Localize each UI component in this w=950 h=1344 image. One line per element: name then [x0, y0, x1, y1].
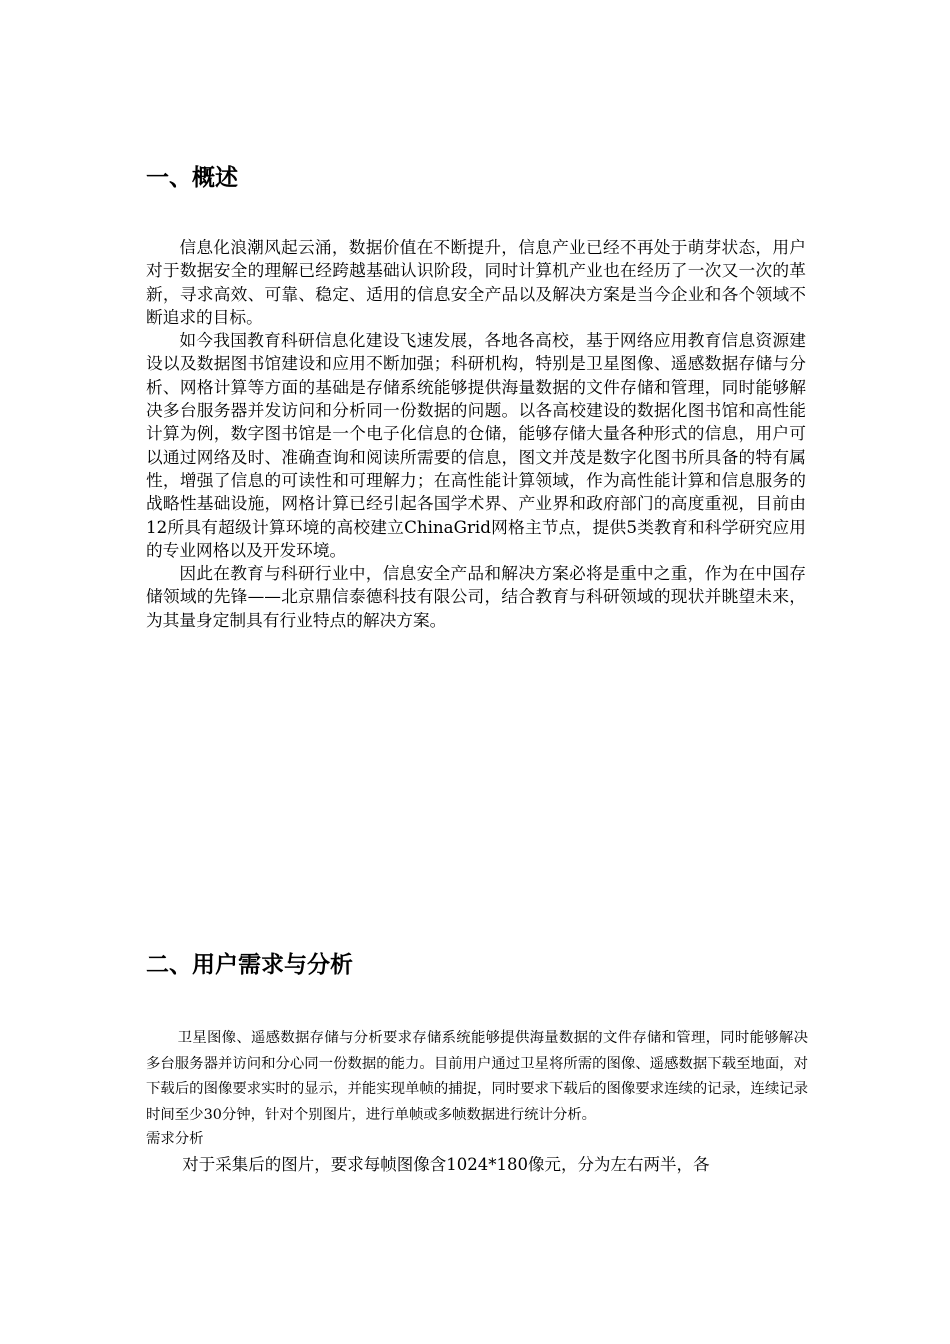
- requirements-body: [146, 1026, 808, 1180]
- requirements-paragraph-2: 对于采集后的图片，要求每帧图像含1024*180像元，分为左右两半，各: [182, 1155, 710, 1175]
- requirements-paragraph-1: 卫星图像、遥感数据存储与分析要求存储系统能够提供海量数据的文件存储和管理，同时能够解决多台服务器并访问和分心同一份数据的能力。目前用户通过卫星将所需的图像、遥感数据下载至地面，对下载后的图像要求实时的显示，并能实现单帧的捕捉，同时要求下载后的图像要求连续的记录，连续记录时间至少30分钟，针对个别图片，进行单帧或多帧数据进行统计分析。: [146, 1030, 808, 1123]
- section-heading-requirements: 二、用户需求与分析: [146, 952, 353, 978]
- section-heading-overview: 一、概述: [146, 165, 238, 191]
- overview-paragraph-2: 如今我国教育科研信息化建设飞速发展，各地各高校，基于网络应用教育信息资源建设以及数据图书馆建设和应用不断加强；科研机构，特别是卫星图像、遥感数据存储与分析、网格计算等方面的基础是存储系统能够提供海量数据的文件存储和管理，同时能够解决多台服务器并发访问和分析同一份数据的问题。以各高校建设的数据化图书馆和高性能计算为例，数字图书馆是一个电子化信息的仓储，能够存储大量各种形式的信息，用户可以通过网络及时、准确查询和阅读所需要的信息，图文并茂是数字化图书所具备的特有属性，增强了信息的可读性和可理解力；在高性能计算领域，作为高性能计算和信息服务的战略性基础设施，网格计算已经引起各国学术界、产业界和政府部门的高度重视，目前由12所具有超级计算环境的高校建立ChinaGrid网格主节点，提供5类教育和科学研究应用的专业网格以及开发环境。: [146, 330, 806, 560]
- overview-paragraph-3: 因此在教育与科研行业中，信息安全产品和解决方案必将是重中之重，作为在中国存储领域的先锋——北京鼎信泰德科技有限公司，结合教育与科研领域的现状并眺望未来，为其量身定制具有行业特点的解决方案。: [146, 563, 806, 630]
- overview-body: [146, 236, 806, 632]
- requirements-subheading: 需求分析: [146, 1131, 204, 1148]
- overview-paragraph-1: 信息化浪潮风起云涌，数据价值在不断提升，信息产业已经不再处于萌芽状态，用户对于数据安全的理解已经跨越基础认识阶段，同时计算机产业也在经历了一次又一次的革新，寻求高效、可靠、稳定、适用的信息安全产品以及解决方案是当今企业和各个领域不断追求的目标。: [146, 237, 806, 327]
